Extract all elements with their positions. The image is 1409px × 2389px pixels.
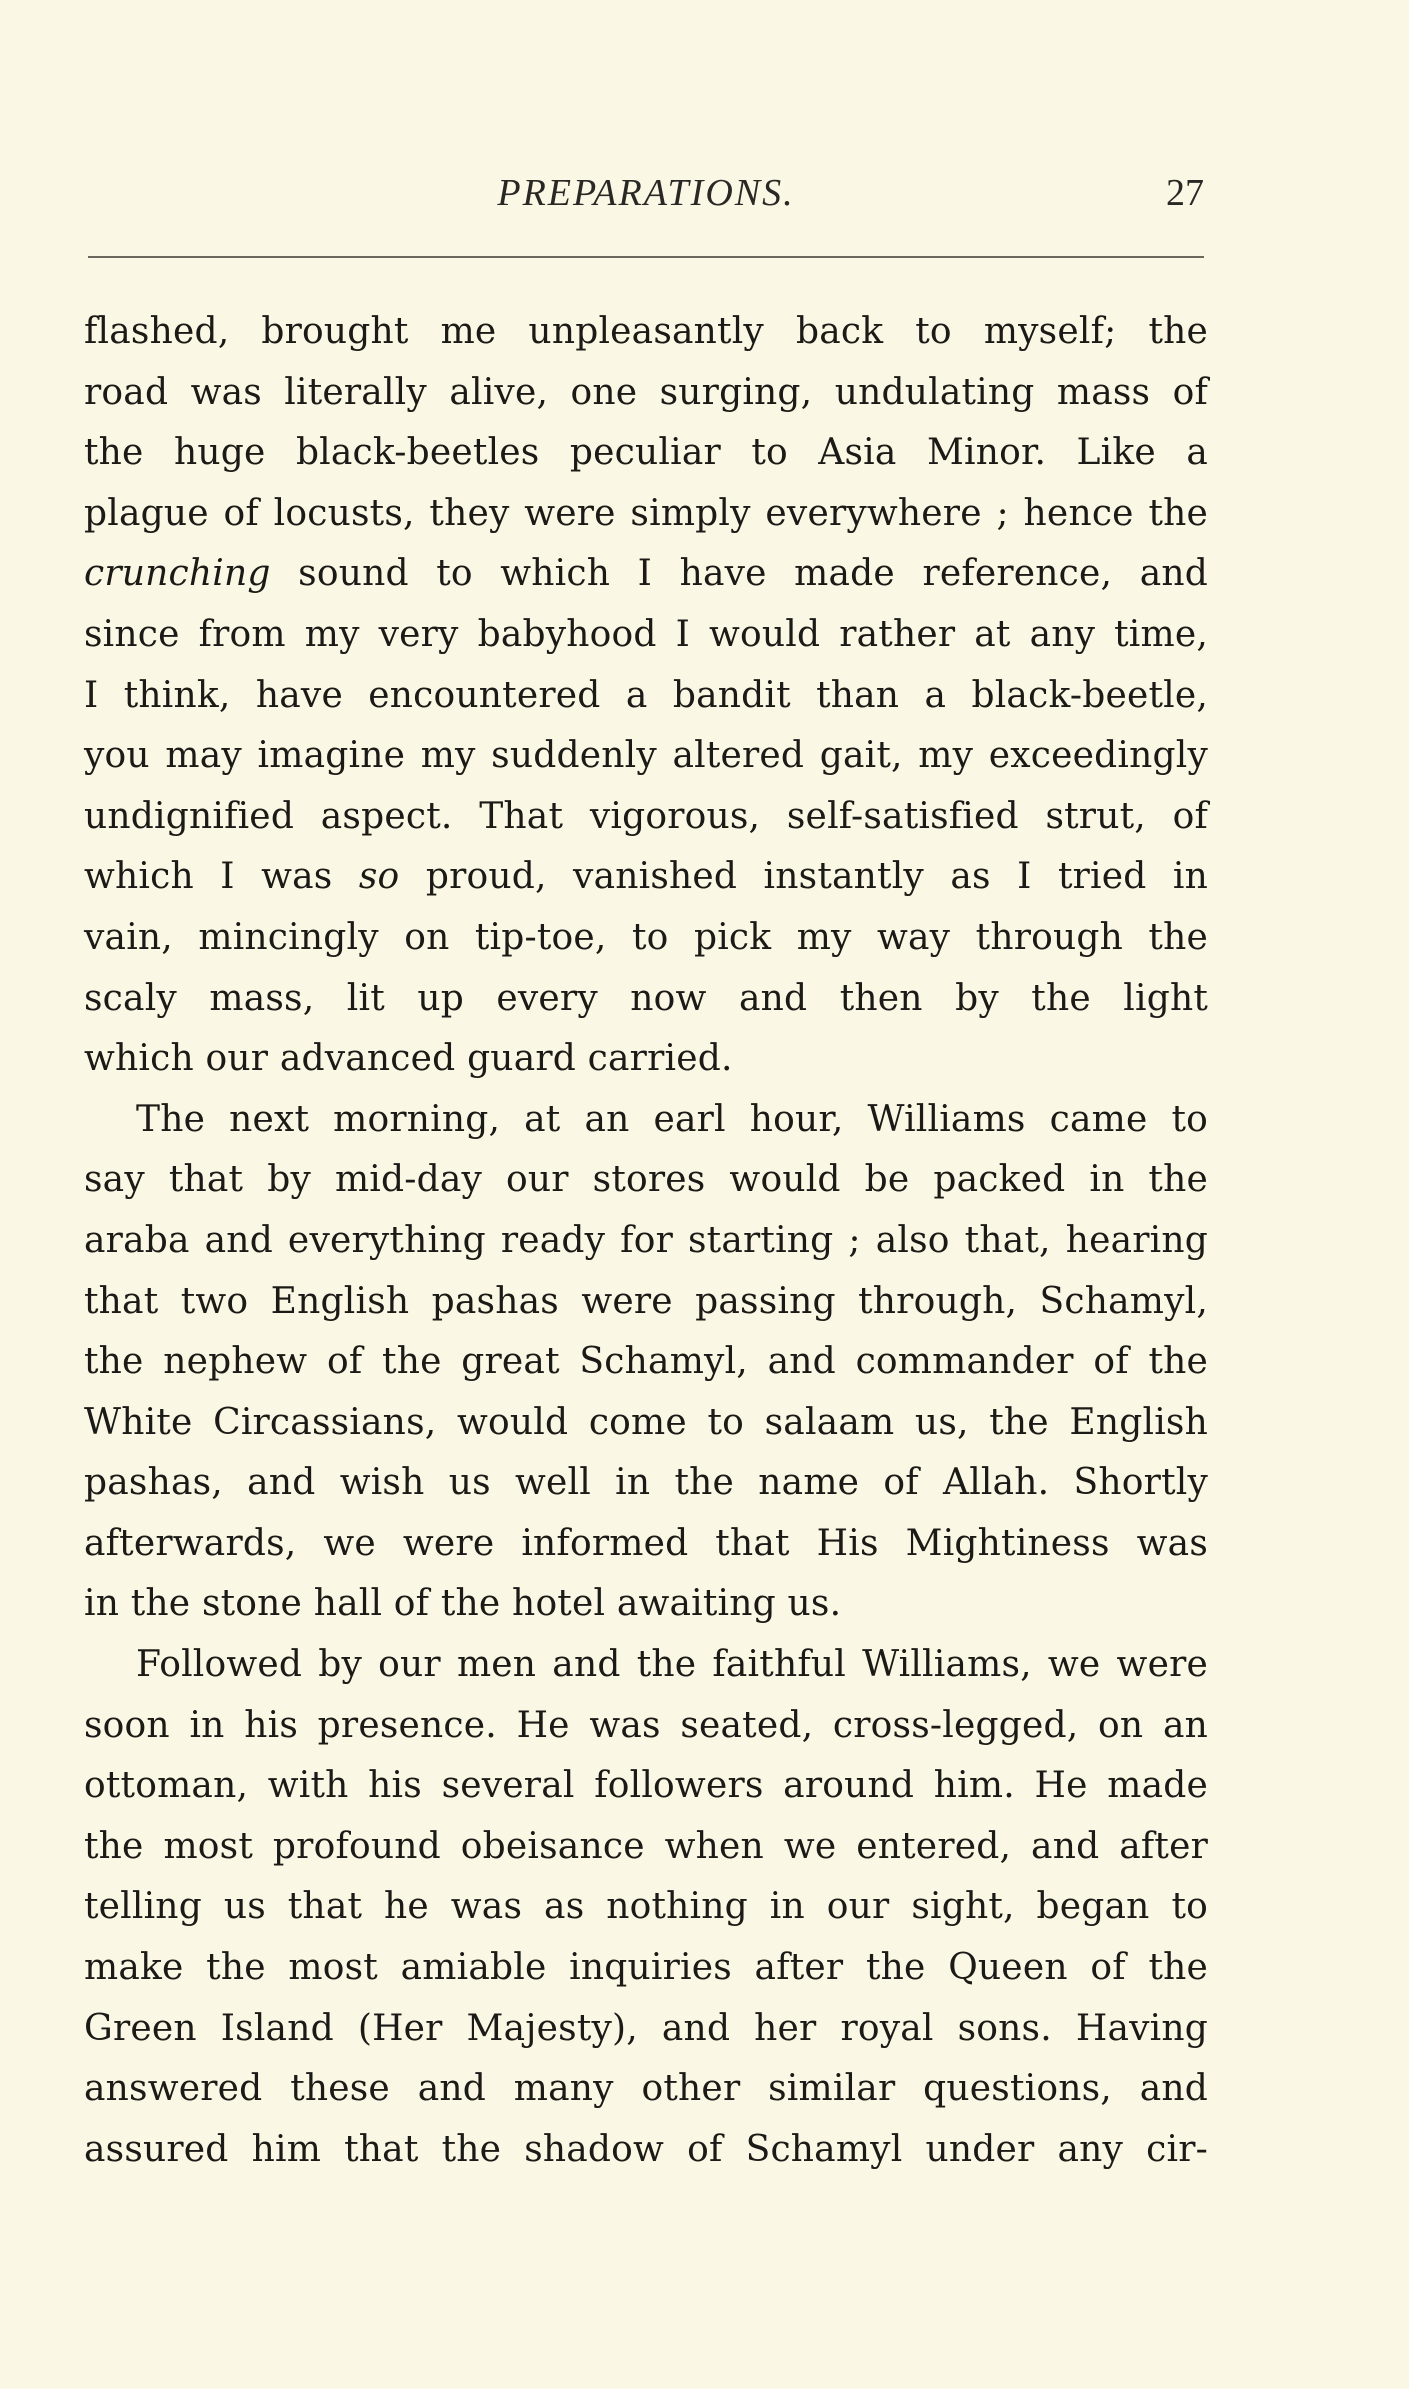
body-text [84, 302, 1208, 2180]
text-line: you may imagine my suddenly altered gait, my exceedingly [84, 735, 1208, 777]
text-line: araba and everything ready for starting ; also that, hearing [84, 1219, 1208, 1261]
text-line: vain, mincingly on tip-toe, to pick my way through the [84, 916, 1208, 958]
text-line: answered these and many other similar questions, and [84, 2068, 1208, 2110]
text-line: say that by mid-day our stores would be packed in the [84, 1159, 1208, 1201]
text-line: White Circassians, would come to salaam us, the English [84, 1401, 1208, 1443]
text-line: in the stone hall of the hotel awaiting us. [84, 1583, 842, 1625]
text-line: I think, have encountered a bandit than a black-beetle, [84, 674, 1208, 716]
italic-so: so [358, 856, 400, 898]
text-line: scaly mass, lit up every now and then by the light [84, 977, 1208, 1019]
text-line: The next morning, at an earl hour, Williams came to [136, 1098, 1208, 1140]
text-line: road was literally alive, one surging, undulating mass of [84, 371, 1208, 413]
text-line: ottoman, with his several followers around him. He made [84, 1765, 1208, 1807]
text-line: the nephew of the great Schamyl, and commander of the [84, 1341, 1208, 1383]
text-line: since from my very babyhood I would rather at any time, [84, 613, 1208, 655]
text-line: flashed, brought me unpleasantly back to myself; the [84, 311, 1208, 352]
running-title: PREPARATIONS. [497, 172, 795, 214]
text-line-so: which I was so proud, vanished instantly as I tried in [84, 856, 1208, 898]
text-line: Followed by our men and the faithful Williams, we were [136, 1644, 1208, 1686]
text-line: the most profound obeisance when we entered, and after [84, 1825, 1208, 1867]
header-rule [88, 256, 1204, 258]
text-line: Green Island (Her Majesty), and her royal sons. Having [84, 2007, 1208, 2049]
text-line: make the most amiable inquiries after the Queen of the [84, 1947, 1208, 1989]
italic-crunching: crunching [84, 553, 271, 595]
text-line: undignified aspect. That vigorous, self-satisfied strut, of [84, 795, 1208, 837]
text-line: pashas, and wish us well in the name of Allah. Shortly [84, 1462, 1208, 1504]
running-head [88, 168, 1204, 218]
text-line: telling us that he was as nothing in our sight, began to [84, 1886, 1208, 1928]
text-line: plague of locusts, they were simply everywhere ; hence the [84, 492, 1208, 534]
text-line: assured him that the shadow of Schamyl under any cir- [84, 2128, 1208, 2170]
text-line: afterwards, we were informed that His Mightiness was [84, 1522, 1208, 1564]
text-line-crunching [84, 544, 1208, 605]
page-number: 27 [1166, 172, 1204, 214]
text-line: that two English pashas were passing through, Schamyl, [84, 1280, 1208, 1322]
text-line: the huge black-beetles peculiar to Asia Minor. Like a [84, 432, 1208, 474]
text-line: which our advanced guard carried. [84, 1038, 733, 1080]
text-line: soon in his presence. He was seated, cross-legged, on an [84, 1704, 1208, 1746]
text-line-rest: sound to which I have made reference, and [270, 553, 1208, 595]
